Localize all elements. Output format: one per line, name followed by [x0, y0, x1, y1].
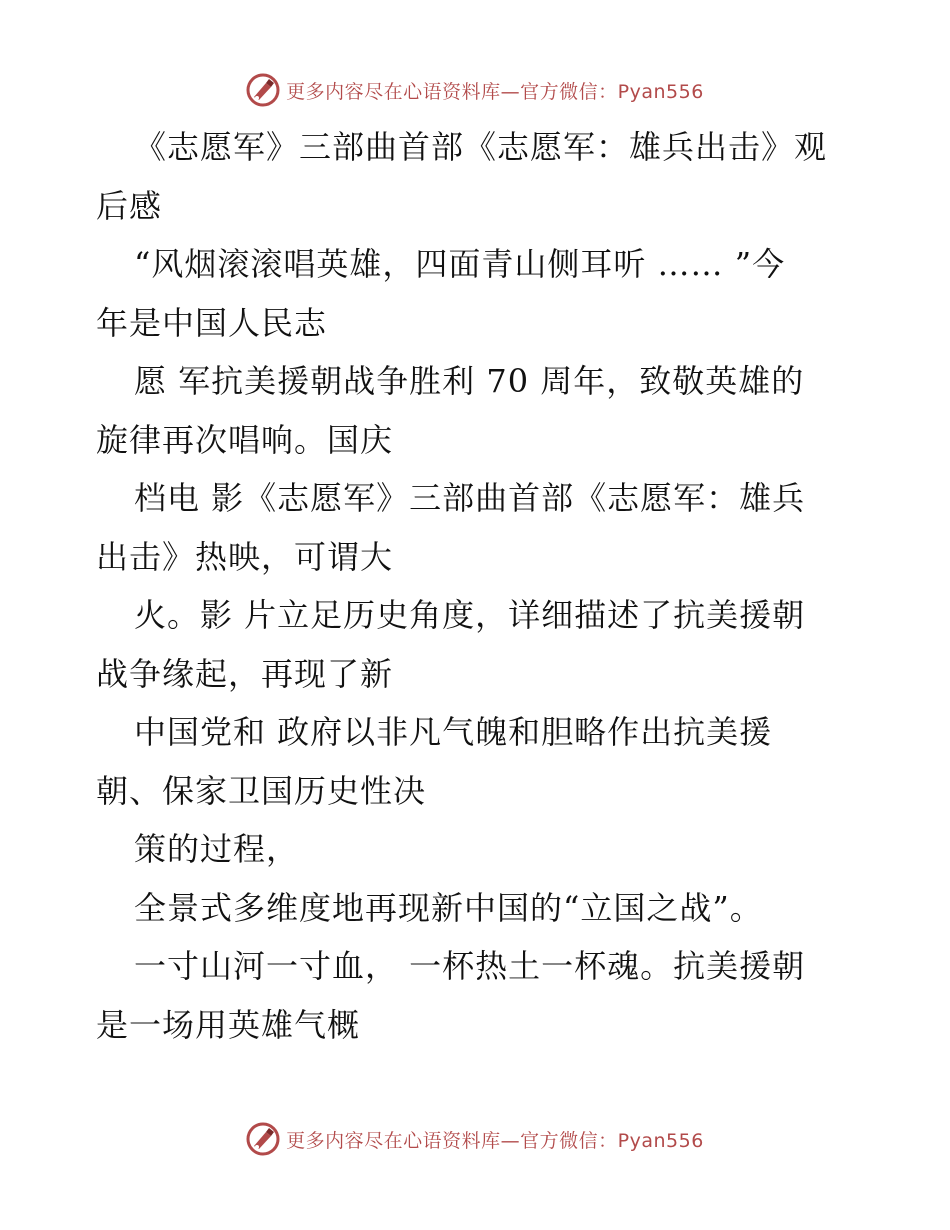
- text-line: 《志愿军》三部曲首部《志愿军：雄兵出击》观: [134, 128, 828, 166]
- pen-circle-logo-icon: [246, 73, 280, 107]
- text-line: 一寸山河一寸血， 一杯热土一杯魂。抗美援朝: [134, 947, 806, 985]
- document-body: [96, 118, 856, 1054]
- header-banner-text: 更多内容尽在心语资料库—官方微信：Pyan556: [286, 80, 704, 103]
- text-line: 出击》热映，可谓大: [96, 537, 394, 576]
- text-line: 后感: [96, 186, 163, 225]
- text-line: 愿 军抗美援朝战争胜利 70 周年，致敬英雄的: [134, 362, 805, 400]
- text-line: 全景式多维度地再现新中国的“立国之战”。: [134, 888, 763, 927]
- text-line: 年是中国人民志: [96, 303, 328, 342]
- text-line: 朝、保家卫国历史性决: [96, 771, 427, 810]
- pen-circle-logo-icon: [246, 1122, 280, 1156]
- text-line: 战争缘起，再现了新: [96, 654, 394, 693]
- header-banner: [0, 70, 950, 110]
- text-line: 策的过程，: [134, 830, 300, 868]
- text-line: 旋律再次唱响。国庆: [96, 420, 394, 459]
- footer-banner-text: 更多内容尽在心语资料库—官方微信：Pyan556: [286, 1129, 704, 1152]
- text-line: 中国党和 政府以非凡气魄和胆略作出抗美援: [134, 713, 773, 751]
- text-line: “风烟滚滚唱英雄，四面青山侧耳听 …… ”今: [134, 245, 786, 283]
- footer-banner: [0, 1119, 950, 1159]
- text-line: 是一场用英雄气概: [96, 1005, 361, 1044]
- text-line: 火。影 片立足历史角度，详细描述了抗美援朝: [134, 596, 806, 634]
- text-line: 档电 影《志愿军》三部曲首部《志愿军：雄兵: [134, 479, 806, 517]
